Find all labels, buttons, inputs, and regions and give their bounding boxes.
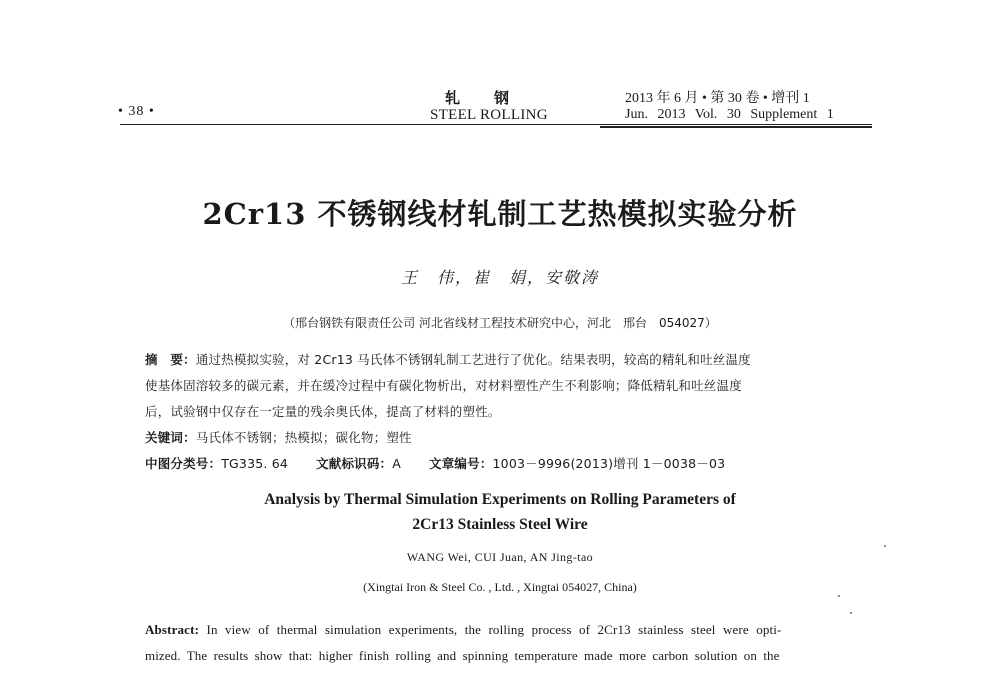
- paper-title-cn: 2Cr13 不锈钢线材轧制工艺热模拟实验分析: [202, 197, 798, 231]
- doc-code-label: 文献标识码：: [316, 456, 393, 471]
- keywords-cn-value: 马氏体不锈钢；热模拟；碳化物；塑性: [195, 430, 412, 445]
- authors-en: WANG Wei, CUI Juan, AN Jing-tao: [406, 550, 594, 564]
- scan-speck: [838, 595, 840, 597]
- clc-value: TG335. 64: [221, 456, 289, 471]
- abstract-en-label: Abstract:: [145, 622, 200, 637]
- paper-title-en-line-2: 2Cr13 Stainless Steel Wire: [412, 516, 588, 533]
- abstract-cn-line-1: [145, 350, 751, 368]
- issue-info-en: Jun. 2013 Vol. 30 Supplement 1: [625, 107, 834, 122]
- clc-label: 中图分类号：: [145, 456, 222, 471]
- classification-line: [145, 454, 725, 472]
- affiliation-en: (Xingtai Iron & Steel Co. , Ltd. , Xingtai 054027, China): [363, 580, 637, 594]
- abstract-cn-line-2: 使基体固溶较多的碳元素，并在缓冷过程中有碳化物析出，对材料塑性产生不利影响；降低精轧和吐丝温度: [145, 378, 742, 393]
- paper-title-en-line-1: Analysis by Thermal Simulation Experiments on Rolling Parameters of: [264, 491, 736, 508]
- scan-speck: [850, 612, 852, 614]
- issue-info-cn: 2013 年 6 月 • 第 30 卷 • 增刊 1: [625, 91, 810, 106]
- abstract-cn-text-1: 通过热模拟实验，对 2Cr13 马氏体不锈钢轧制工艺进行了优化。结果表明，较高的精轧和吐丝温度: [195, 352, 751, 367]
- article-no-value: 1003－9996(2013)增刊 1－0038－03: [492, 456, 726, 471]
- affiliation-cn: （邢台钢铁有限责任公司 河北省线材工程技术研究中心，河北 邢台 054027）: [283, 316, 717, 330]
- abstract-en-text-1: In view of thermal simulation experiments, the rolling process of 2Cr13 stainless steel were opti-: [199, 622, 782, 637]
- authors-cn: 王 伟，崔 娟，安敬涛: [400, 268, 599, 287]
- abstract-cn-line-3: 后，试验钢中仅存在一定量的残余奥氏体，提高了材料的塑性。: [145, 404, 501, 419]
- scan-speck: [884, 545, 886, 547]
- journal-title-en: STEEL ROLLING: [430, 107, 548, 123]
- keywords-cn-label: 关键词：: [145, 430, 196, 445]
- article-no-label: 文章编号：: [429, 456, 493, 471]
- header-rule-thick: [600, 126, 872, 128]
- keywords-cn: [145, 428, 412, 446]
- abstract-cn-label: 摘 要：: [145, 352, 196, 367]
- page-number: • 38 •: [118, 104, 155, 119]
- abstract-en-line-2: mized. The results show that: higher finish rolling and spinning temperature made more carbon solution on the: [145, 648, 780, 663]
- header-rule: [120, 124, 872, 125]
- journal-title-cn: 轧钢: [445, 89, 544, 107]
- abstract-en-line-1: [145, 622, 782, 638]
- doc-code-value: A: [392, 456, 402, 471]
